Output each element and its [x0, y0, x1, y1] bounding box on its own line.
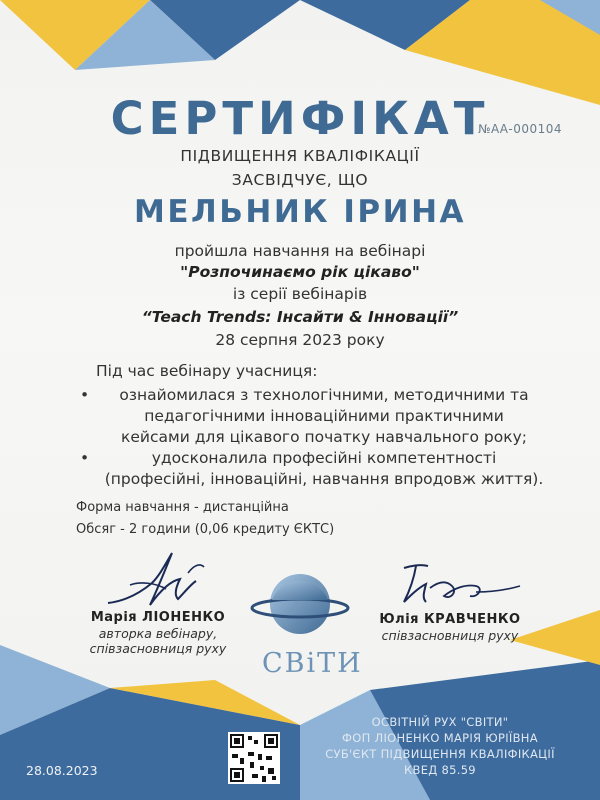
right-signatory-name: Юлія КРАВЧЕНКО — [379, 612, 521, 627]
list-item-line: кейсами для цікавого початку навчального року; — [121, 428, 527, 446]
left-signatory-name: Марія ЛІОНЕНКО — [90, 610, 226, 625]
during-label: Під час вебінару учасниця: — [96, 362, 318, 380]
series-name: “Teach Trends: Інсайти & Інновації” — [141, 308, 459, 326]
webinar-date: 28 серпня 2023 року — [215, 331, 385, 349]
study-form: Форма навчання - дистанційна — [76, 500, 289, 515]
list-item-line: удосконалила професійні компетентності — [151, 449, 497, 467]
logo-text: СВіТИ — [262, 648, 363, 679]
left-signatory-role: співзасновниця руху — [89, 641, 227, 656]
left-signature-icon — [100, 543, 210, 613]
list-item-line: педагогічними інноваційними практичними — [144, 407, 504, 425]
right-signature-icon — [390, 558, 525, 610]
organization-code: КВЕД 85.59 — [404, 763, 476, 777]
study-volume: Обсяг - 2 години (0,06 кредиту ЄКТС) — [76, 522, 335, 537]
list-item — [80, 385, 550, 448]
issue-date: 28.08.2023 — [26, 763, 98, 778]
certificate-number: №АА-000104 — [478, 122, 563, 136]
list-item-line: (професійні, інноваційні, навчання впродовж життя). — [104, 470, 544, 488]
certificate-title: СЕРТИФІКАТ — [110, 92, 490, 145]
completed-line: пройшла навчання на вебінарі — [174, 242, 426, 260]
organization-status: СУБ'ЄКТ ПІДВИЩЕННЯ КВАЛІФІКАЦІЇ — [325, 747, 555, 761]
organization-name: ОСВІТНІЙ РУХ "СВІТИ" — [371, 715, 509, 729]
left-signatory-role: авторка вебінару, — [98, 626, 218, 641]
bullet-icon: • — [80, 386, 90, 404]
webinar-name: "Розпочинаємо рік цікаво" — [180, 263, 420, 281]
qr-code-icon[interactable] — [228, 732, 280, 784]
organization-owner: ФОП ЛІОНЕНКО МАРІЯ ЮРІЇВНА — [342, 731, 538, 745]
list-item-text — [98, 448, 550, 490]
certifies-label: ЗАСВІДЧУЄ, ЩО — [231, 171, 369, 189]
recipient-name: МЕЛЬНИК ІРИНА — [133, 194, 467, 230]
achievements-list — [80, 385, 550, 490]
certificate-subtitle: ПІДВИЩЕННЯ КВАЛІФІКАЦІЇ — [180, 147, 420, 165]
list-item — [80, 448, 550, 490]
list-item-line: ознайомилася з технологічними, методичними та — [119, 386, 529, 404]
right-signatory-role: співзасновниця руху — [381, 628, 519, 643]
bullet-icon: • — [80, 449, 90, 467]
list-item-text — [98, 385, 550, 448]
series-line: із серії вебінарів — [232, 285, 368, 303]
